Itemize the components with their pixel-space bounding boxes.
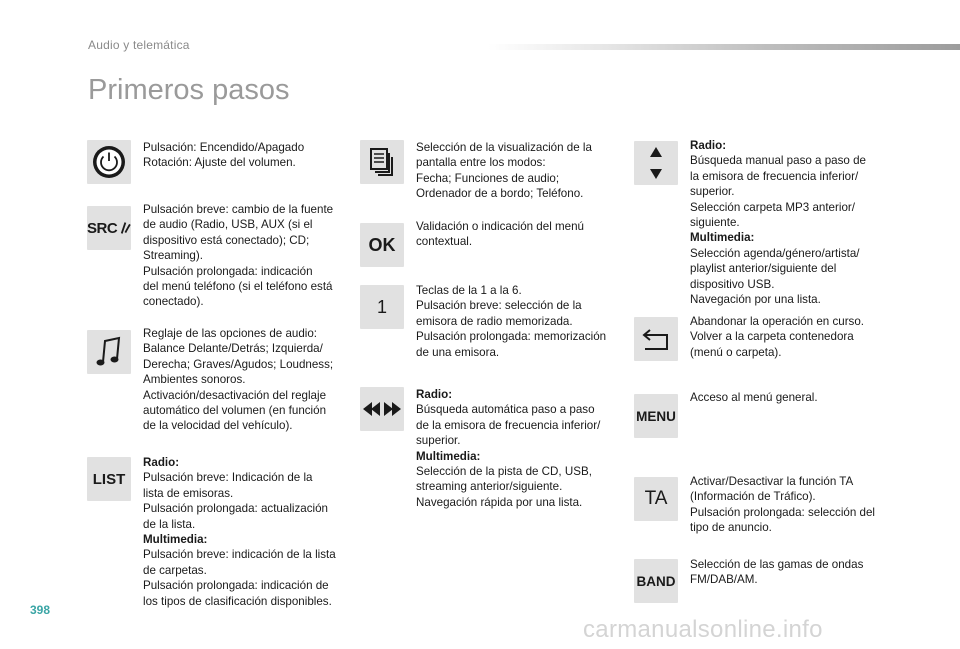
menu-icon: MENU (634, 394, 678, 438)
src-phone-icon: SRC (87, 206, 131, 250)
back-description: Abandonar la operación en curso. Volver a la carpeta contenedora (menú o carpeta). (690, 315, 865, 359)
up-down-arrows-icon (634, 141, 678, 185)
power-description: Pulsación: Encendido/Apagado Rotación: Ajuste del volumen. (143, 141, 305, 170)
music-note-icon (87, 330, 131, 374)
ta-icon: TA (634, 477, 678, 521)
preset-key-icon: 1 (360, 285, 404, 329)
display-pages-icon (360, 140, 404, 184)
ta-description: Activar/Desactivar la función TA (Información de Tráfico). Pulsación prolongada: selección del tipo de anuncio. (690, 475, 875, 535)
back-arrow-icon (634, 317, 678, 361)
display-description: Selección de la visualización de la pantalla entre los modos: Fecha; Funciones de audio; Ordenador de a bordo; Teléfono. (416, 141, 592, 201)
seek-icon (360, 387, 404, 431)
audio-settings-description: Reglaje de las opciones de audio: Balance Delante/Detrás; Izquierda/ Derecha; Graves/Agudos; Loudness; Ambientes sonoros. Activación/desactivación del reglaje automático del volumen (en función de la velocidad del vehículo). (143, 327, 334, 433)
watermark: carmanualsonline.info (583, 616, 823, 643)
band-description: Selección de las gamas de ondas FM/DAB/AM. (690, 558, 864, 587)
ok-icon: OK (360, 223, 404, 267)
updown-description: Radio: Búsqueda manual paso a paso de la emisora de frecuencia inferior/ superior. Selección carpeta MP3 anterior/ siguiente. Multimedia: Selección agenda/género/artista/ playlist anterior/siguiente del dispositivo USB. Navegación por una lista. (690, 139, 866, 307)
section-label: Audio y telemática (88, 38, 190, 52)
band-icon: BAND (634, 559, 678, 603)
header-gradient-bar (488, 44, 960, 50)
presets-description: Teclas de la 1 a la 6. Pulsación breve: selección de la emisora de radio memorizada. Pulsación prolongada: memorización de una emisora. (416, 284, 607, 359)
power-icon (87, 140, 131, 184)
menu-description: Acceso al menú general. (690, 391, 818, 404)
seek-description: Radio: Búsqueda automática paso a paso de la emisora de frecuencia inferior/ superior. Multimedia: Selección de la pista de CD, USB, streaming anterior/siguiente. Navegación rápida por una lista. (416, 388, 601, 509)
ok-description: Validación o indicación del menú contextual. (416, 220, 585, 249)
list-description: Radio: Pulsación breve: Indicación de la lista de emisoras. Pulsación prolongada: actualización de la lista. Multimedia: Pulsación breve: indicación de la lista de carpetas. Pulsación prolongada: indicación de los tipos de clasificación disponibles. (143, 456, 336, 608)
src-description: Pulsación breve: cambio de la fuente de audio (Radio, USB, AUX (si el dispositivo está conectado); CD; Streaming). Pulsación prolongada: indicación del menú teléfono (si el teléfono está conectado). (143, 203, 334, 309)
page-title: Primeros pasos (88, 74, 290, 106)
page-number: 398 (30, 603, 51, 617)
list-icon: LIST (87, 457, 131, 501)
